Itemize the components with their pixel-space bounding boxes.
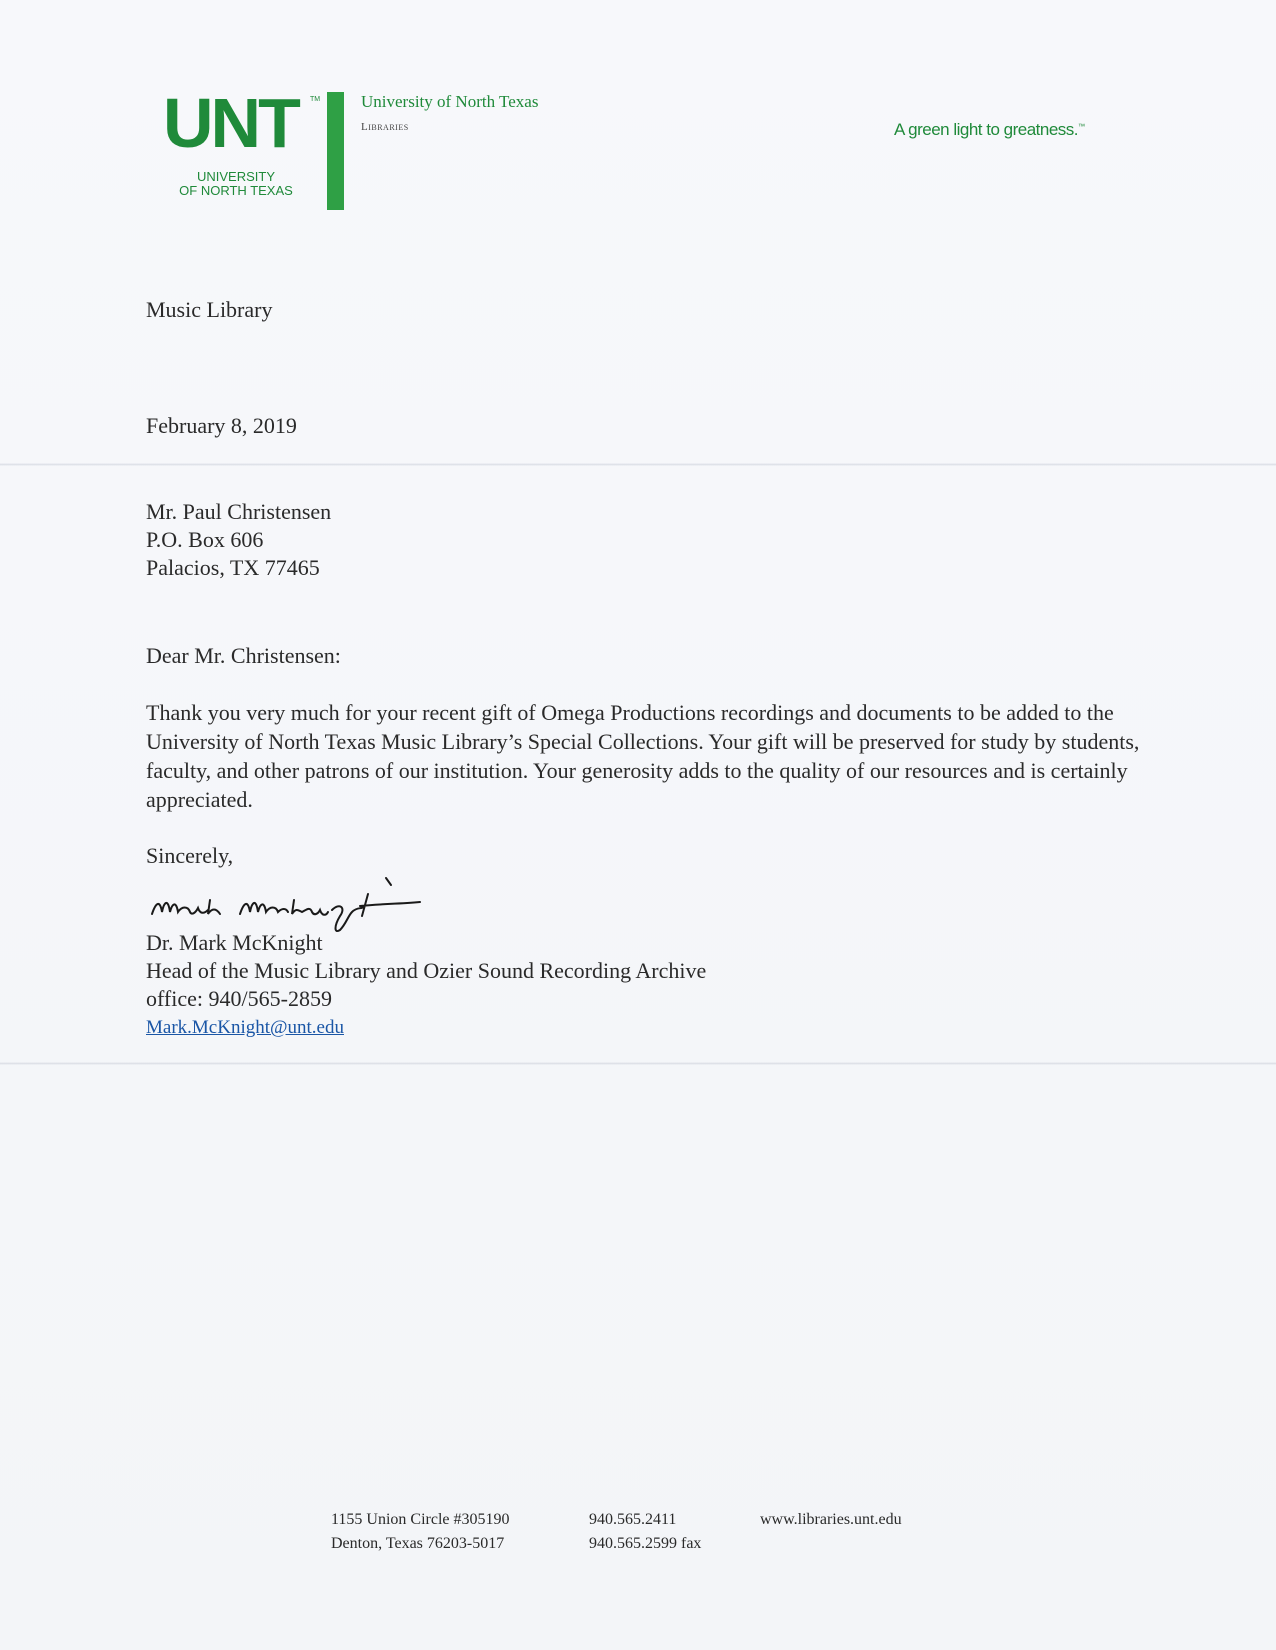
recipient-name: Mr. Paul Christensen xyxy=(146,499,332,524)
letter-date: February 8, 2019 xyxy=(146,413,297,438)
logo-sub-line: OF NORTH TEXAS xyxy=(179,183,293,198)
footer-phones xyxy=(589,1508,701,1556)
logo-trademark: TM xyxy=(310,96,321,103)
recipient-address-line: P.O. Box 606 xyxy=(146,527,264,552)
logo-subtitle xyxy=(166,170,306,198)
footer-website: www.libraries.unt.edu xyxy=(760,1511,902,1528)
recipient-address xyxy=(146,498,331,582)
footer-fax: 940.565.2599 fax xyxy=(589,1535,702,1552)
letter-body: Thank you very much for your recent gift of Omega Productions recordings and documents to be added to the University of North Texas Music Library’s Special Collections. Your gift will be preserved for study by students, faculty, and other patrons of our institution. Your generosity adds to the quality of our resources and is certainly appreciated. xyxy=(146,700,1140,812)
logo-divider-bar xyxy=(327,92,344,210)
footer-phone: 940.565.2411 xyxy=(589,1511,677,1528)
sender-name: Dr. Mark McKnight xyxy=(146,930,323,955)
letterhead-subtitle: Libraries xyxy=(361,121,409,133)
sender-email-link[interactable]: Mark.McKnight@unt.edu xyxy=(146,1017,344,1038)
unt-logo: UNT xyxy=(163,84,298,162)
paper-fold-line xyxy=(0,1062,1276,1065)
footer-address xyxy=(331,1508,510,1556)
department-name: Music Library xyxy=(146,297,273,322)
recipient-address-line: Palacios, TX 77465 xyxy=(146,555,320,580)
salutation: Dear Mr. Christensen: xyxy=(146,643,341,668)
sender-block xyxy=(146,929,706,1013)
tagline-text: A green light to greatness. xyxy=(894,120,1079,139)
footer-address-line: Denton, Texas 76203-5017 xyxy=(331,1535,505,1552)
letterhead-title: University of North Texas xyxy=(361,92,539,111)
tagline-trademark: ™ xyxy=(1078,123,1085,131)
logo-sub-line: UNIVERSITY xyxy=(196,169,275,184)
letterhead-tagline xyxy=(894,120,1085,140)
sender-office-phone: office: 940/565-2859 xyxy=(146,986,332,1011)
closing: Sincerely, xyxy=(146,843,234,868)
paper-fold-line xyxy=(0,463,1276,466)
sender-title: Head of the Music Library and Ozier Sound Recording Archive xyxy=(146,958,707,983)
footer-address-line: 1155 Union Circle #305190 xyxy=(331,1511,510,1528)
